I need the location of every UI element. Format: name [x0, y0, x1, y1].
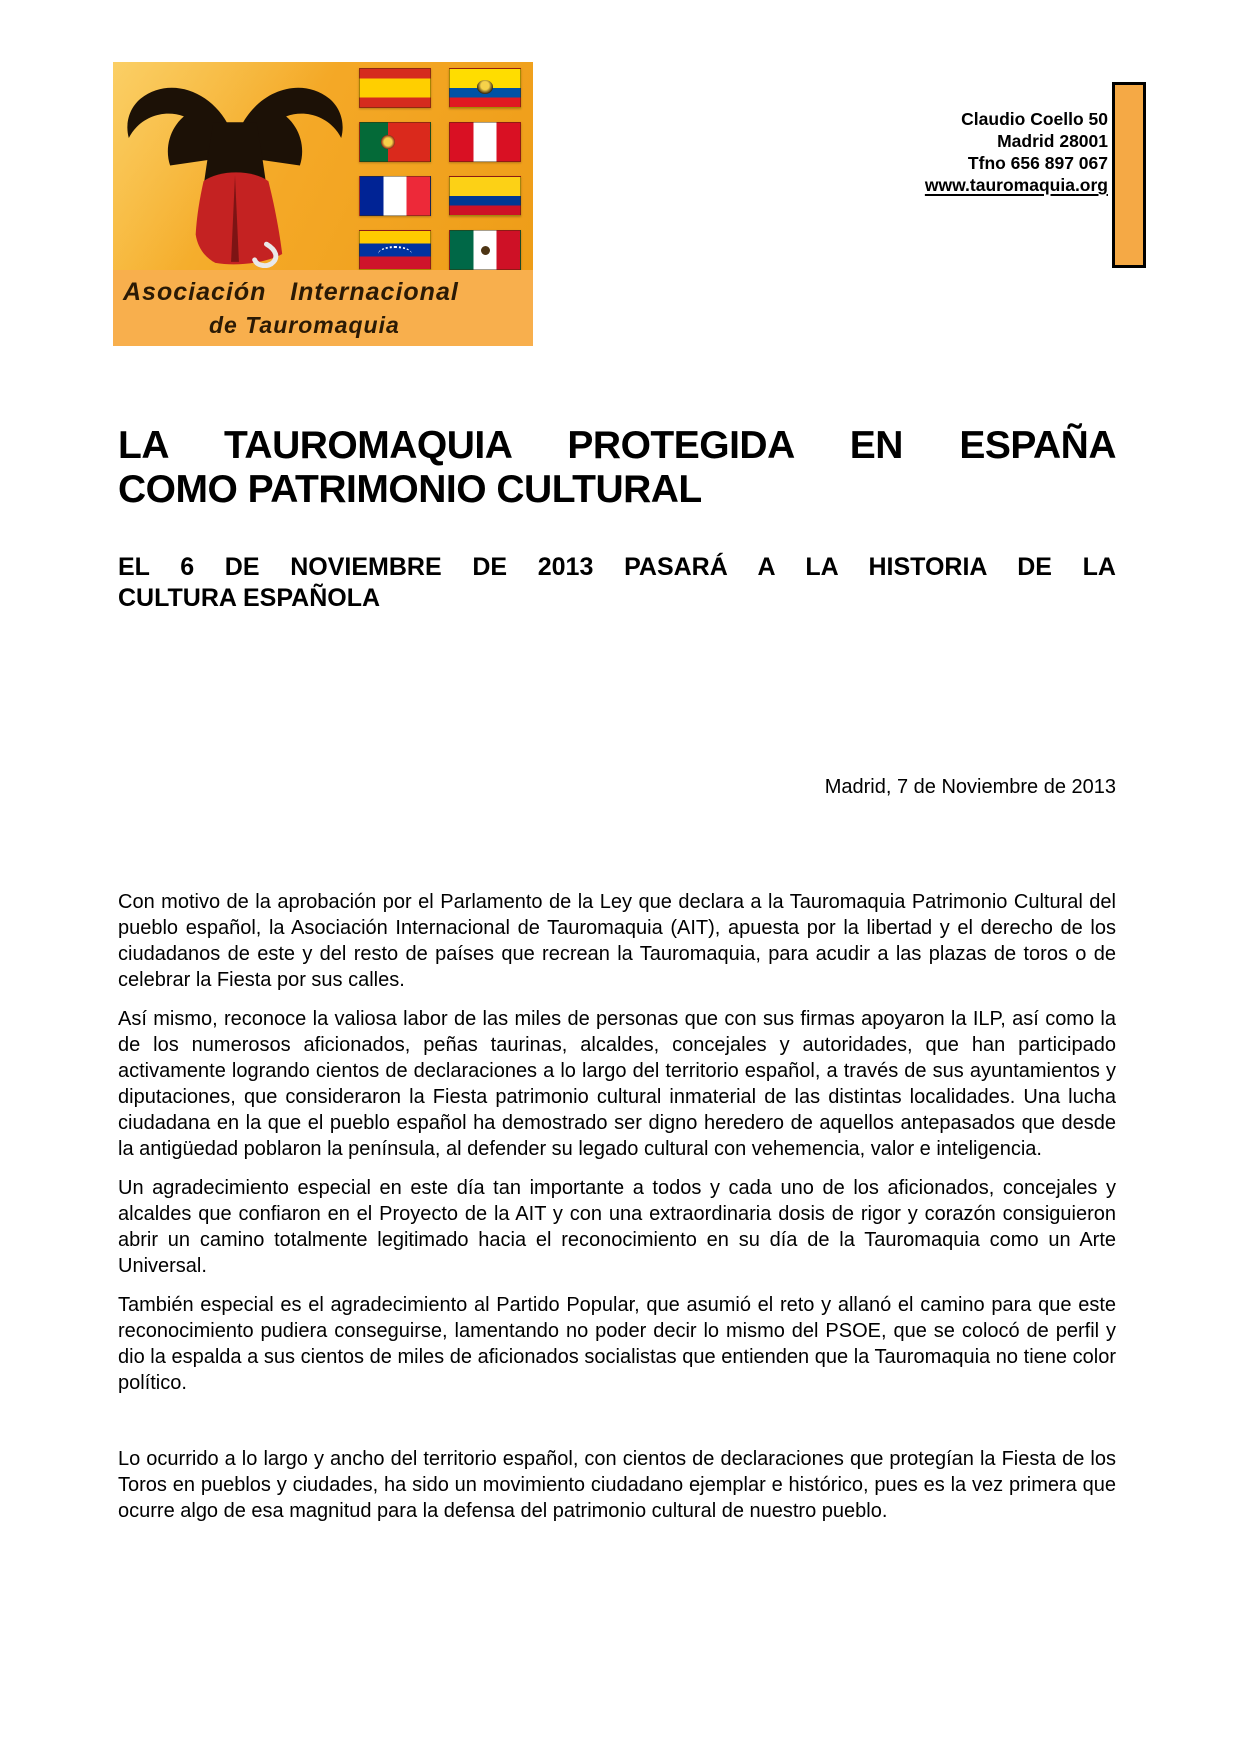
flag-mexico-icon — [449, 230, 521, 270]
subtitle-line2: CULTURA ESPAÑOLA — [118, 584, 381, 612]
logo-artwork — [113, 62, 533, 270]
mexico-emblem-icon — [481, 246, 490, 255]
logo-name-band — [113, 270, 533, 346]
contact-block — [925, 108, 1108, 196]
dateline: Madrid, 7 de Noviembre de 2013 — [824, 776, 1116, 798]
body-paragraph: Lo ocurrido a lo largo y ancho del territorio español, con cientos de declaraciones que protegían la Fiesta de los Toros en pueblos y ciudades, ha sido un movimiento ciudadano ejemplar e histórico, pues es la vez primera que ocurre algo de esa magnitud para la defensa del patrimonio cultural de nuestro pueblo. — [118, 1448, 1116, 1522]
subtitle-line1: EL 6 DE NOVIEMBRE DE 2013 PASARÁ A LA HISTORIA DE LA — [118, 553, 1116, 581]
bull-and-cape-icon — [119, 64, 351, 268]
flag-spain-icon — [359, 68, 431, 108]
body-paragraph: Con motivo de la aprobación por el Parlamento de la Ley que declara a la Tauromaquia Patrimonio Cultural del pueblo español, la Asociación Internacional de Tauromaquia (AIT), apuesta por la libertad y el derecho de los ciudadanos de este y del resto de países que recrean la Tauromaquia, para acudir a las plazas de toros o de celebrar la Fiesta por sus calles. — [118, 891, 1116, 991]
flag-colombia-icon — [449, 176, 521, 216]
flags-grid — [359, 68, 521, 270]
contact-address-line1: Claudio Coello 50 — [961, 109, 1108, 129]
body-paragraph: Un agradecimiento especial en este día tan importante a todos y cada uno de los aficionados, concejales y alcaldes que confiaron en el Proyecto de la AIT y con una extraordinaria dosis de rigor y corazón consiguieron abrir un camino totalmente legitimado hacia el reconocimiento en su día de la Tauromaquia como un Arte Universal. — [118, 1177, 1116, 1277]
body-paragraph: También especial es el agradecimiento al Partido Popular, que asumió el reto y allanó el camino para que este reconocimiento pudiera conseguirse, lamentando no poder decir lo mismo del PSOE, que se colocó de perfil y dio la espalda a sus cientos de miles de aficionados socialistas que entienden que la Tauromaquia no tiene color político. — [118, 1294, 1116, 1394]
flag-venezuela-icon — [359, 230, 431, 270]
venezuela-emblem-icon — [378, 246, 412, 254]
body-paragraph: Así mismo, reconoce la valiosa labor de las miles de personas que con sus firmas apoyaron la ILP, así como la de los numerosos aficionados, peñas taurinas, alcaldes, concejales y autoridades, que han participado activamente logrando cientos de declaraciones a lo largo del territorio español, a través de sus ayuntamientos y diputaciones, que consideraron la Fiesta patrimonio cultural inmaterial de las distintas localidades. Una lucha ciudadana en la que el pueblo español ha demostrado ser digno heredero de aquellos antepasados que desde la antigüedad poblaron la península, al defender su legado cultural con vehemencia, valor e inteligencia. — [118, 1008, 1116, 1160]
org-name-line2: de Tauromaquia — [209, 312, 400, 338]
org-name-line1: Asociación Internacional — [123, 278, 459, 306]
document-body — [118, 889, 1116, 1537]
association-logo — [113, 62, 533, 346]
title-line2: COMO PATRIMONIO CULTURAL — [118, 468, 702, 511]
document-subtitle — [118, 552, 1116, 614]
accent-bar — [1112, 82, 1146, 268]
ecuador-emblem-icon — [477, 80, 493, 94]
flag-ecuador-icon — [449, 68, 521, 108]
portugal-emblem-icon — [381, 135, 395, 149]
flag-portugal-icon — [359, 122, 431, 162]
document-title — [118, 424, 1116, 512]
website-link[interactable]: www.tauromaquia.org — [924, 175, 1108, 195]
title-line1: LA TAUROMAQUIA PROTEGIDA EN ESPAÑA — [118, 424, 1116, 467]
contact-phone: Tfno 656 897 067 — [967, 153, 1108, 173]
flag-france-icon — [359, 176, 431, 216]
contact-address-line2: Madrid 28001 — [997, 131, 1108, 151]
flag-peru-icon — [449, 122, 521, 162]
